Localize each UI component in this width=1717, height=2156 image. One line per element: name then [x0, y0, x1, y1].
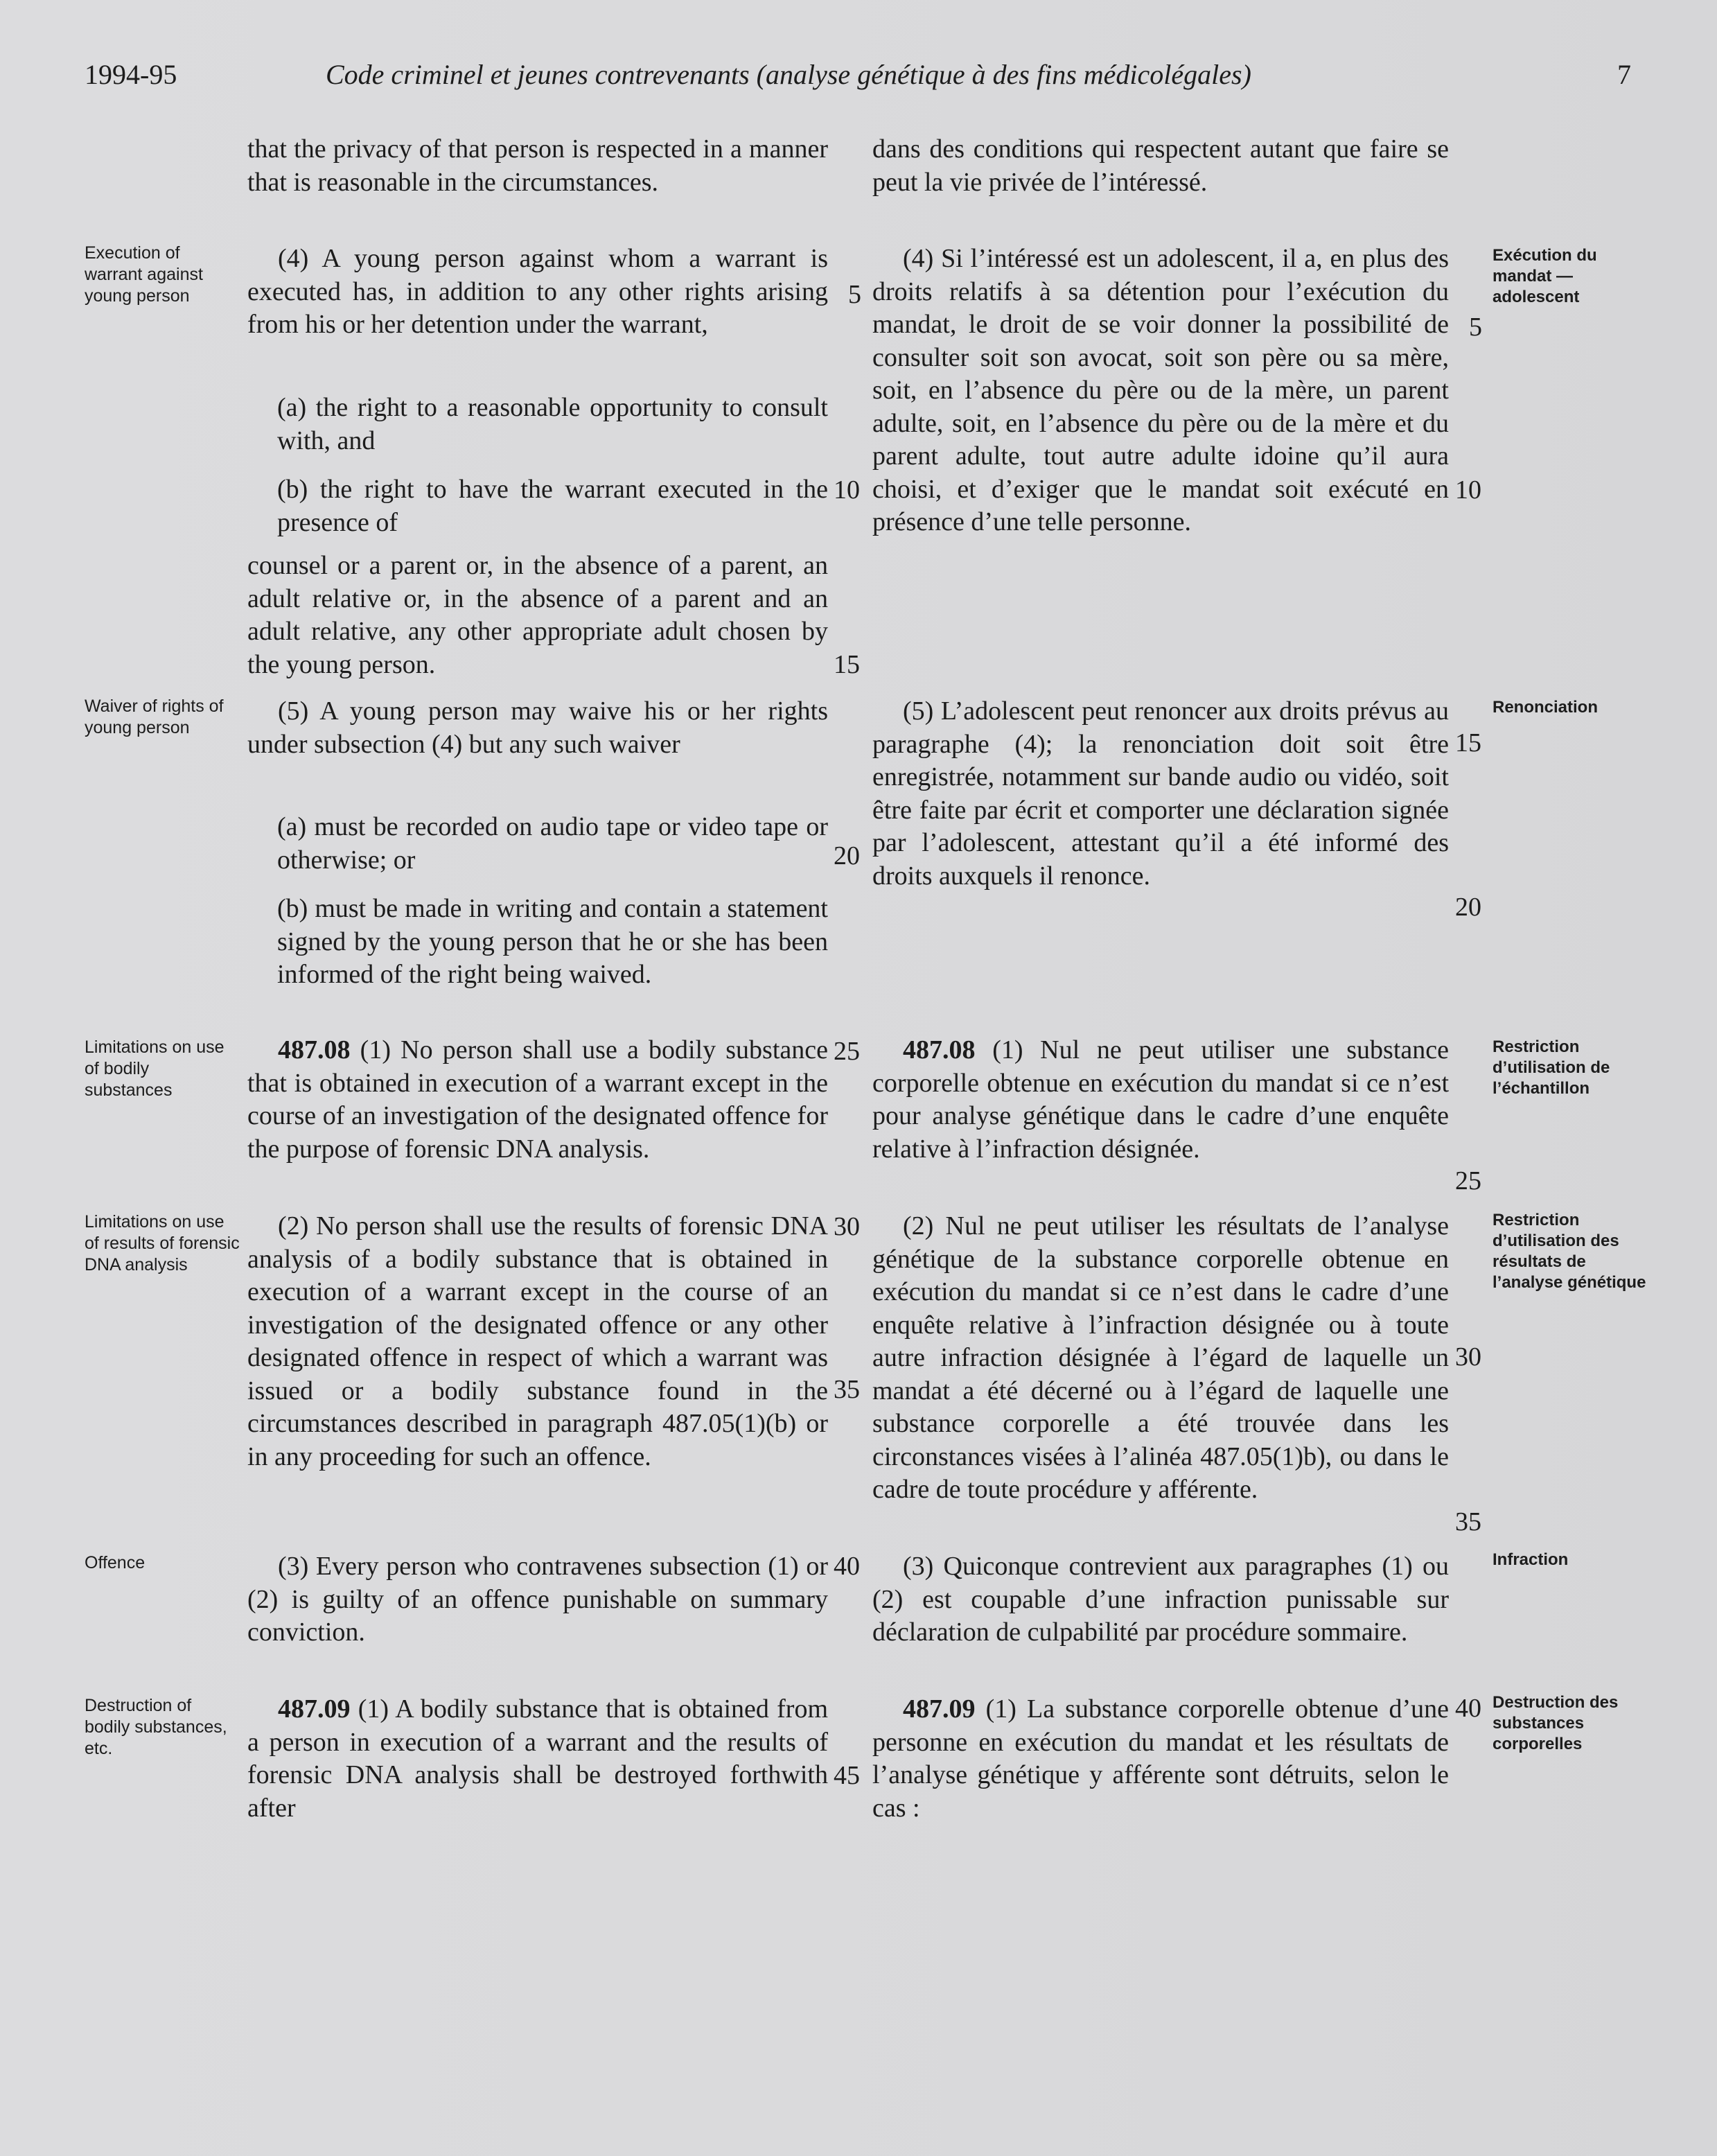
line-number-fr-35: 35 — [1455, 1507, 1481, 1536]
line-number-fr-10: 10 — [1455, 475, 1481, 505]
fr-s48709-1-text: (1) La substance corporelle obtenue d’une personne en exécution du mandat et les résultats de l’analyse génétique y afférente sont détruits, selon le cas : — [872, 1694, 1450, 1823]
line-number-en-45: 45 — [834, 1761, 860, 1790]
fr-section-48708-1 — [872, 1034, 1449, 1166]
line-number-en-15: 15 — [834, 650, 860, 679]
page-number: 7 — [1617, 59, 1631, 90]
en-s48708-1-text: (1) No person shall use a bodily substance that is obtained in execution of a warrant except in the course of an investigation of the designated offence for the purpose of forensic DNA analysis. — [247, 1035, 829, 1164]
fr-section-number-48709: 487.09 — [903, 1694, 976, 1724]
line-number-en-5: 5 — [848, 280, 861, 309]
margin-note-en-offence: Offence — [85, 1553, 146, 1572]
margin-note-en-limitations-results: Limitations on use of results of forensic DNA analysis — [85, 1212, 240, 1274]
fr-continuation — [872, 133, 1449, 199]
fr-section-48708-3 — [872, 1550, 1449, 1649]
margin-note-fr-restriction-resultats: Restriction d’utilisation des résultats de l’analyse génétique — [1493, 1211, 1646, 1292]
en-s4-para-b: (b) the right to have the warrant executed in the presence of — [277, 475, 828, 537]
line-number-fr-5: 5 — [1469, 313, 1482, 342]
line-number-fr-30: 30 — [1455, 1342, 1481, 1371]
fr-section-48709-1 — [872, 1693, 1449, 1825]
margin-note-fr-infraction: Infraction — [1493, 1550, 1569, 1569]
margin-note-fr-execution: Exécution du mandat — adolescent — [1493, 246, 1597, 306]
header-title: Code criminel et jeunes contrevenants (analyse génétique à des fins médicolégales) — [326, 59, 1251, 90]
line-number-en-20: 20 — [834, 841, 860, 870]
fr-s48708-2-text: (2) Nul ne peut utiliser les résultats de l’analyse génétique de la substance corporelle obtenue en exécution du mandat si ce n’est dans le cadre d’une enquête relative à l’infraction désignée ou à toute autre infraction désignée à l’égard de laquelle un mandat a été décerné ou à l’égard de laquelle une substance corporelle a été trouvée dans les circonstances visées à l’alinéa 487.05(1)b), ou dans le cadre de toute procédure y afférente. — [872, 1211, 1449, 1504]
fr-subsection-4 — [872, 243, 1449, 539]
en-subsection-5 — [247, 695, 828, 761]
fr-s48708-3-text: (3) Quiconque contrevient aux paragraphes (1) ou (2) est coupable d’une infraction punissable sur déclaration de culpabilité par procédure sommaire. — [872, 1552, 1449, 1647]
en-continuation — [247, 133, 828, 199]
line-number-fr-15: 15 — [1455, 728, 1481, 757]
fr-s5-text: (5) L’adolescent peut renoncer aux droits prévus au paragraphe (4); la renonciation doit soit être enregistrée, notamment sur bande audio ou vidéo, soit être faite par écrit et comporter une déclaration signée par l’adolescent, attestant qu’il a été informé des droits auxquels il renonce. — [872, 696, 1449, 891]
line-number-en-30: 30 — [834, 1212, 860, 1241]
fr-s4-text: (4) Si l’intéressé est un adolescent, il a, en plus des droits relatifs à sa détention pour l’exécution du mandat, le droit de se voir donner la possibilité de consulter soit son avocat, soit son père ou sa mère, soit, en l’absence du père ou de la mère, un parent adulte, soit, en l’absence du père ou de la mère et du parent adulte, tout autre adulte idoine qu’il aura choisi, et d’exiger que le mandat soit exécuté en présence d’une telle personne. — [872, 244, 1449, 536]
line-number-fr-40: 40 — [1455, 1694, 1481, 1723]
fr-section-48708-2 — [872, 1210, 1449, 1507]
line-number-en-25: 25 — [834, 1037, 860, 1066]
fr-subsection-5 — [872, 695, 1449, 893]
en-s4-intro: (4) A young person against whom a warrant is executed has, in addition to any other rights arising from his or her detention under the warrant, — [247, 244, 828, 339]
en-s48708-3-text: (3) Every person who contravenes subsection (1) or (2) is guilty of an offence punishable on summary conviction. — [247, 1552, 828, 1647]
en-s48708-2-text: (2) No person shall use the results of forensic DNA analysis of a bodily substance that is obtained in execution of a warrant except in the course of an investigation of the designated offence or any other designated offence in respect of which a warrant was issued or a bodily substance found in the circumstances described in paragraph 487.05(1)(b) or in any proceeding for such an offence. — [247, 1211, 828, 1471]
en-section-48708-1 — [247, 1034, 828, 1166]
fr-cont-text: dans des conditions qui respectent autant que faire se peut la vie privée de l’intéressé. — [872, 134, 1449, 197]
en-s5-para-a: (a) must be recorded on audio tape or video tape or otherwise; or — [277, 812, 828, 875]
margin-note-en-execution: Execution of warrant against young person — [85, 243, 203, 306]
line-number-en-40: 40 — [834, 1552, 860, 1581]
en-s5-intro: (5) A young person may waive his or her rights under subsection (4) but any such waiver — [247, 696, 828, 759]
margin-note-en-destruction: Destruction of bodily substances, etc. — [85, 1696, 227, 1758]
en-s4-end: counsel or a parent or, in the absence of a parent, an adult relative or, in the absence of a parent and an adult relative, any other appropriate adult chosen by the young person. — [247, 551, 828, 679]
fr-s48708-1-text: (1) Nul ne peut utiliser une substance corporelle obtenue en exécution du mandat si ce n’est pour analyse génétique dans le cadre d’une enquête relative à l’infraction désignée. — [872, 1035, 1449, 1164]
line-number-fr-20: 20 — [1455, 893, 1481, 922]
en-section-number-48709: 487.09 — [278, 1694, 351, 1724]
en-section-48708-2 — [247, 1210, 828, 1473]
en-s48709-1-text: (1) A bodily substance that is obtained from a person in execution of a warrant and the results of forensic DNA analysis shall be destroyed forthwith after — [247, 1694, 829, 1823]
en-section-number-48708: 487.08 — [278, 1035, 351, 1064]
en-s5-para-b: (b) must be made in writing and contain a statement signed by the young person that he or she has been informed of the right being waived. — [277, 894, 828, 989]
en-s4-para-a: (a) the right to a reasonable opportunity to consult with, and — [277, 393, 828, 455]
fr-section-number-48708: 487.08 — [903, 1035, 976, 1064]
margin-note-fr-renonciation: Renonciation — [1493, 698, 1599, 717]
en-cont-text: that the privacy of that person is respected in a manner that is reasonable in the circumstances. — [247, 134, 828, 197]
margin-note-en-waiver: Waiver of rights of young person — [85, 696, 224, 737]
line-number-en-10: 10 — [834, 475, 860, 505]
header-year: 1994-95 — [85, 59, 177, 90]
margin-note-fr-restriction-echantillon: Restriction d’utilisation de l’échantillon — [1493, 1037, 1610, 1098]
margin-note-en-limitations-substances: Limitations on use of bodily substances — [85, 1037, 224, 1100]
en-subsection-4 — [247, 243, 828, 342]
en-section-48709-1 — [247, 1693, 828, 1825]
line-number-en-35: 35 — [834, 1375, 860, 1404]
margin-note-fr-destruction: Destruction des substances corporelles — [1493, 1693, 1619, 1753]
line-number-fr-25: 25 — [1455, 1166, 1481, 1195]
en-section-48708-3 — [247, 1550, 828, 1649]
